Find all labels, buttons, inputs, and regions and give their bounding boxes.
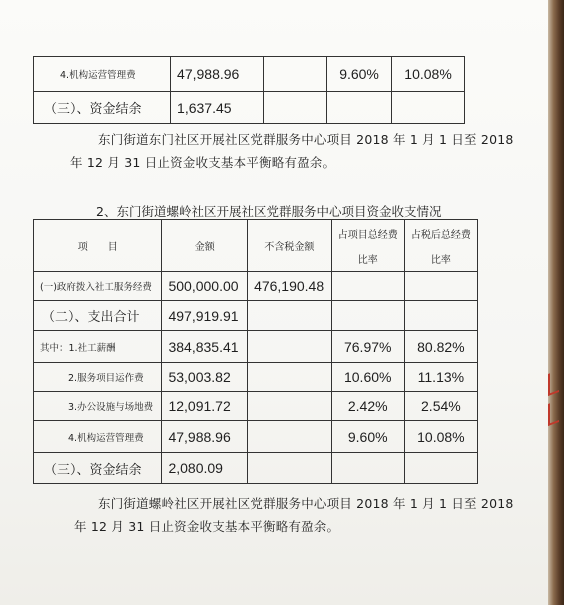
- row-amount: 500,000.00: [162, 272, 248, 301]
- table-row: [34, 453, 478, 484]
- row-ratio-total: [331, 272, 404, 301]
- row-excl-tax: [248, 392, 332, 421]
- row-excl-tax: 476,190.48: [248, 272, 332, 301]
- row-item: 其中：1.社工薪酬: [34, 331, 162, 363]
- row-amount: 2,080.09: [162, 453, 248, 484]
- table-row: [34, 272, 478, 301]
- row-amount: 1,637.45: [171, 92, 264, 124]
- row-item: （三）、资金结余: [34, 453, 162, 484]
- summary-paragraph-line: 年 12 月 31 日止资金收支基本平衡略有盈余。: [74, 519, 340, 534]
- row-ratio-total: [331, 301, 404, 331]
- row-ratio-total: 2.42%: [331, 392, 404, 421]
- row-ratio-total: [331, 453, 404, 484]
- row-excl-tax: [263, 92, 326, 124]
- row-amount: 47,988.96: [171, 57, 264, 92]
- row-ratio-after-tax: [404, 453, 477, 484]
- row-ratio-after-tax: 11.13%: [404, 363, 477, 392]
- row-ratio-after-tax: [392, 92, 465, 124]
- section-title: 2、东门街道螺岭社区开展社区党群服务中心项目资金收支情况: [96, 204, 442, 219]
- table-dongmen-fund: [33, 56, 465, 124]
- row-excl-tax: [248, 331, 332, 363]
- row-ratio-after-tax: [404, 272, 477, 301]
- table-luoling-fund: [33, 219, 478, 484]
- header-ratio-total-line2: 比率: [357, 254, 378, 266]
- row-item: （三）、资金结余: [34, 92, 171, 124]
- table-row: [34, 301, 478, 331]
- row-ratio-total: 10.60%: [331, 363, 404, 392]
- header-excl-tax: 不含税金额: [248, 220, 332, 272]
- row-excl-tax: [248, 363, 332, 392]
- row-ratio-total: 76.97%: [331, 331, 404, 363]
- table-row: [34, 421, 478, 453]
- table-header-row: [34, 220, 478, 272]
- header-ratio-after-tax-line2: 比率: [430, 254, 451, 266]
- row-ratio-after-tax: [404, 301, 477, 331]
- red-stamp-mark: [548, 400, 559, 426]
- header-ratio-total: [331, 220, 404, 272]
- page-edge-shadow: [548, 0, 564, 605]
- table-row: [34, 331, 478, 363]
- red-stamp-mark: [548, 370, 559, 396]
- row-amount: 12,091.72: [162, 392, 248, 421]
- row-item: 4.机构运营管理费: [34, 57, 171, 92]
- header-ratio-total-line1: 占项目总经费: [337, 229, 398, 241]
- header-amount: 金额: [162, 220, 248, 272]
- row-amount: 53,003.82: [162, 363, 248, 392]
- row-excl-tax: [248, 421, 332, 453]
- row-ratio-total: [327, 92, 392, 124]
- summary-paragraph-line: 东门街道东门社区开展社区党群服务中心项目 2018 年 1 月 1 日至 2018: [98, 132, 514, 147]
- header-ratio-after-tax-line1: 占税后总经费: [410, 229, 471, 241]
- row-item: 4.机构运营管理费: [34, 421, 162, 453]
- row-ratio-after-tax: 2.54%: [404, 392, 477, 421]
- row-ratio-total: 9.60%: [331, 421, 404, 453]
- summary-paragraph-line: 年 12 月 31 日止资金收支基本平衡略有盈余。: [70, 155, 336, 170]
- header-ratio-after-tax: [404, 220, 477, 272]
- table-row: [34, 392, 478, 421]
- row-item: 2.服务项目运作费: [34, 363, 162, 392]
- row-amount: 497,919.91: [162, 301, 248, 331]
- row-ratio-after-tax: 10.08%: [392, 57, 465, 92]
- row-amount: 47,988.96: [162, 421, 248, 453]
- row-excl-tax: [248, 301, 332, 331]
- table-row: [34, 57, 465, 92]
- row-item: (一)政府拨入社工服务经费: [34, 272, 162, 301]
- row-ratio-after-tax: 10.08%: [404, 421, 477, 453]
- row-excl-tax: [248, 453, 332, 484]
- header-item: 项 目: [34, 220, 162, 272]
- row-ratio-after-tax: 80.82%: [404, 331, 477, 363]
- table-row: [34, 92, 465, 124]
- row-excl-tax: [263, 57, 326, 92]
- row-item: 3.办公设施与场地费: [34, 392, 162, 421]
- row-amount: 384,835.41: [162, 331, 248, 363]
- row-ratio-total: 9.60%: [327, 57, 392, 92]
- summary-paragraph-line: 东门街道螺岭社区开展社区党群服务中心项目 2018 年 1 月 1 日至 2018: [98, 496, 514, 511]
- table-row: [34, 363, 478, 392]
- row-item: （二）、支出合计: [34, 301, 162, 331]
